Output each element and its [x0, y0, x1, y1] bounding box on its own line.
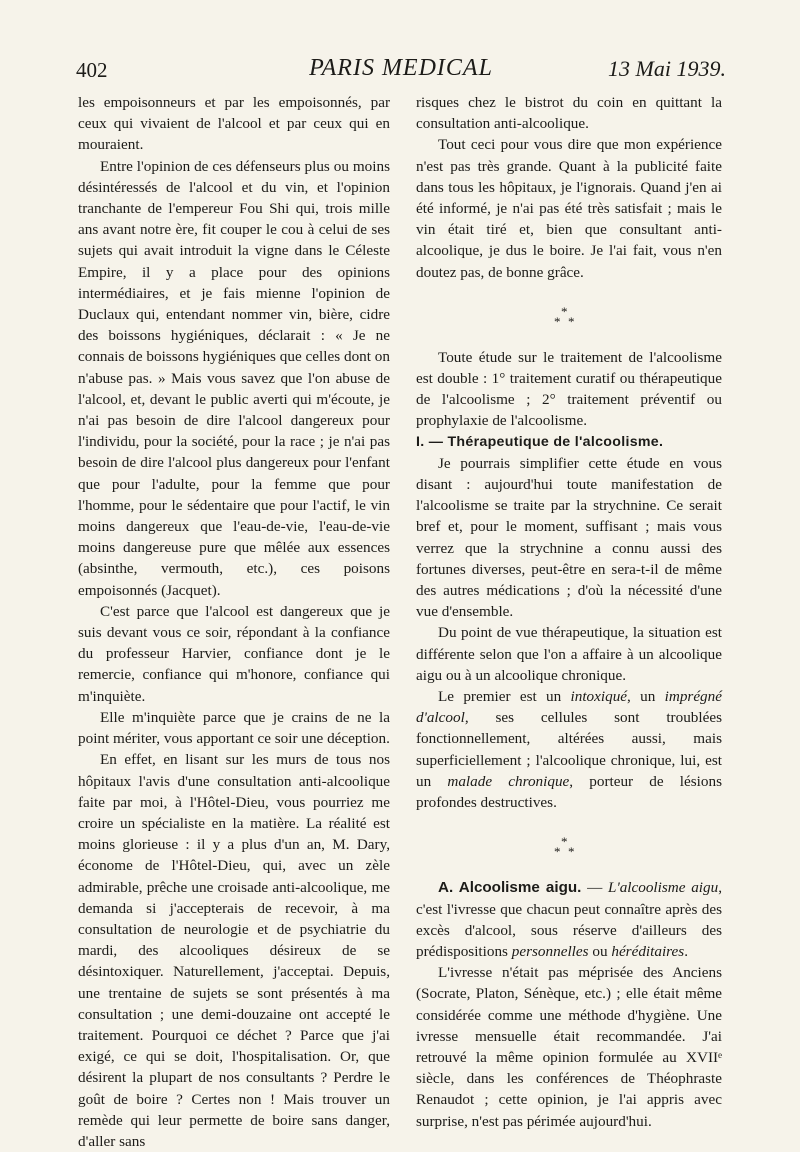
asterism-star: * — [561, 834, 568, 850]
text-segment: Entre l'opinion de ces défenseurs plus ou moins désintéressés de l'alcool et du vin, et l'opinion tranchante de l'empereur Fou Shi qui, trois mille ans avant notre ère, fit couper le cou à celui de ses sujets qui avait introduit la vigne dans le Céleste Empire, il y a place pour des opinions intermédiaires, et je fais mienne l'opinion de Duclaux qui, entendant nommer vin, bière, cidre des boissons hygiéniques, déclarait : « Je ne connais de boissons hygiéniques que celles dont on n'abuse pas. » Mais vous savez que l'on abuse de l'alcool, et, devant le public averti qui m'écoute, je n'ai pas besoin de dire l'alcool dangereux pour l'individu, pour la société, pour la race ; je n'ai pas besoin de dire l'alcool plus dangereux pour l'enfant que pour l'adulte, pour la femme que pour l'homme, pour le sédentaire que pour l'actif, le vin moins dangereux que l'eau-de-vie, l'eau-de-vie moins dangereuse pure que mêlée aux essences (absinthe, vermouth, etc.), ces poisons empoisonnés (Jacquet). — [78, 157, 390, 599]
italic-text: personnelles — [511, 942, 589, 960]
left-paragraphs — [78, 92, 390, 1152]
paragraph — [416, 453, 722, 623]
paragraph — [416, 686, 722, 813]
italic-text: intoxiqué — [570, 688, 628, 706]
right-paragraphs-section — [416, 453, 722, 813]
asterism-star: * — [568, 844, 575, 860]
left-column — [78, 92, 390, 1152]
paragraph — [78, 156, 390, 601]
text-segment: les empoisonneurs et par les empoisonnés, par ceux qui vivaient de l'alcool et par ceux qui en mouraient. — [78, 94, 390, 154]
journal-title: PARIS MEDICAL — [309, 55, 493, 81]
text-segment: risques chez le bistrot du coin en quittant la consultation anti-alcoolique. — [416, 94, 722, 133]
text-segment: , porteur de lésions profondes destructives. — [416, 772, 722, 812]
text-segment: , c'est l'ivresse que chacun peut connaître après des excès d'alcool, sous réserve d'ailleurs des prédispositions — [416, 879, 723, 960]
asterism-divider — [416, 827, 722, 869]
paragraph — [416, 347, 722, 432]
text-segment: C'est parce que l'alcool est dangereux que je suis devant vous ce soir, répondant à la confiance du professeur Harvier, confiance dont je le remercie, confiance qui m'honore, confiance qui m'inquiète. — [78, 602, 390, 705]
asterism-star: * — [568, 313, 575, 329]
text-segment: Le premier est un — [438, 688, 571, 706]
text-segment: L'ivresse n'était pas méprisée des Anciens (Socrate, Platon, Sénèque, etc.) ; elle était même considérée comme une méthode d'hygiène. Une ivresse mensuelle était recommandée. J'ai retrouvé la même opinion formulée au XVIIᵉ siècle, dans les conférences de Théophraste Renaudot ; cette opinion, je l'ai appris avec surprise, n'est pas périmée aujourd'hui. — [416, 964, 722, 1130]
italic-text: L'alcoolisme aigu — [608, 879, 719, 897]
asterism-divider — [416, 297, 722, 339]
paragraph — [416, 92, 722, 134]
section-heading: I. — Thérapeutique de l'alcoolisme. — [416, 433, 664, 450]
text-segment: Je pourrais simplifier cette étude en vous disant : aujourd'hui toute manifestation de l'alcoolisme se traite par la strychnine. Ce serait bref et, pour le moment, suffisant ; mais vous verrez que la strychnine a connu aussi des fortunes diverses, peut-être en sera-t-il de même des autres médications ; d'où la nécessité d'une vue d'ensemble. — [416, 454, 722, 621]
italic-text: imprégné d'alcool — [416, 688, 722, 727]
text-segment: Tout ceci pour vous dire que mon expérience n'est pas très grande. Quant à la publicité faite dans tous les hôpitaux, je l'ignorais. Quand j'en ai été informé, je n'ai pas été très satisfait ; mais le vin était tiré et, bien que consultant anti-alcoolique, je dus le boire. Je l'ai fait, vous n'en doutez pas, de bonne grâce. — [416, 136, 722, 281]
paragraph — [78, 749, 390, 1152]
italic-text: malade chronique — [447, 772, 570, 790]
text-segment: — — [581, 879, 608, 897]
asterism-star: * — [561, 303, 568, 319]
right-column — [416, 92, 722, 1132]
paragraph — [416, 134, 722, 282]
text-segment: , un — [627, 688, 665, 706]
right-paragraphs-mid — [416, 347, 722, 432]
subsection-label: A. Alcoolisme aigu. — [438, 879, 582, 897]
paragraph — [78, 92, 390, 156]
text-segment: ou — [588, 942, 612, 960]
page-header — [76, 52, 726, 82]
text-segment: . — [684, 942, 688, 960]
asterism-star: * — [554, 313, 561, 329]
paragraph — [78, 601, 390, 707]
right-paragraphs-end — [416, 962, 722, 1132]
right-paragraphs-top — [416, 92, 722, 283]
text-segment: Elle m'inquiète parce que je crains de ne la point mériter, vous apportant ce soir une déception. — [78, 708, 390, 748]
text-segment: , ses cellules sont troublées fonctionnellement, altérées aussi, mais superficiellement ; l'alcoolique chronique, lui, est un — [416, 709, 722, 790]
asterism-star: * — [554, 844, 561, 860]
page-number: 402 — [76, 58, 108, 82]
text-segment: En effet, en lisant sur les murs de tous nos hôpitaux l'avis d'une consultation anti-alcoolique faite par moi, à l'Hôtel-Dieu, vous pourriez me croire un spécialiste en la matière. La réalité est moins glorieuse : il y a plus d'un an, M. Dary, économe de l'Hôtel-Dieu, qui, avec un zèle admirable, prêche une croisade anti-alcoolique, me demanda si j'accepterais de recevoir, à ma consultation de neurologie et de psychiatrie du mardi, des alcooliques désireux de se désintoxiquer. Naturellement, j'acceptai. Depuis, une trentaine de sujets se sont présentés à ma consultation ; une demi-douzaine ont accepté le traitement. Pourquoi ce déchet ? Parce que j'ai exigé, ce qui se doit, l'hospitalisation. Or, que désirent la plupart de nos consultants ? Perdre le goût de boire ? Certes non ! Mais trouver un remède qui leur permette de boire sans danger, d'aller sans — [78, 751, 390, 1150]
text-segment: Toute étude sur le traitement de l'alcoolisme est double : 1° traitement curatif ou thérapeutique de l'alcoolisme ; 2° traitement préventif ou prophylaxie de l'alcoolisme. — [416, 348, 722, 430]
subsection-paragraph — [416, 877, 722, 962]
paragraph — [78, 707, 390, 749]
paragraph — [416, 622, 722, 686]
italic-text: héréditaires — [611, 942, 685, 960]
text-segment: Du point de vue thérapeutique, la situation est différente selon que l'on a affaire à un alcoolique aigu ou à un alcoolique chronique. — [416, 624, 722, 684]
paragraph — [416, 962, 722, 1132]
issue-date: 13 Mai 1939. — [608, 56, 726, 81]
